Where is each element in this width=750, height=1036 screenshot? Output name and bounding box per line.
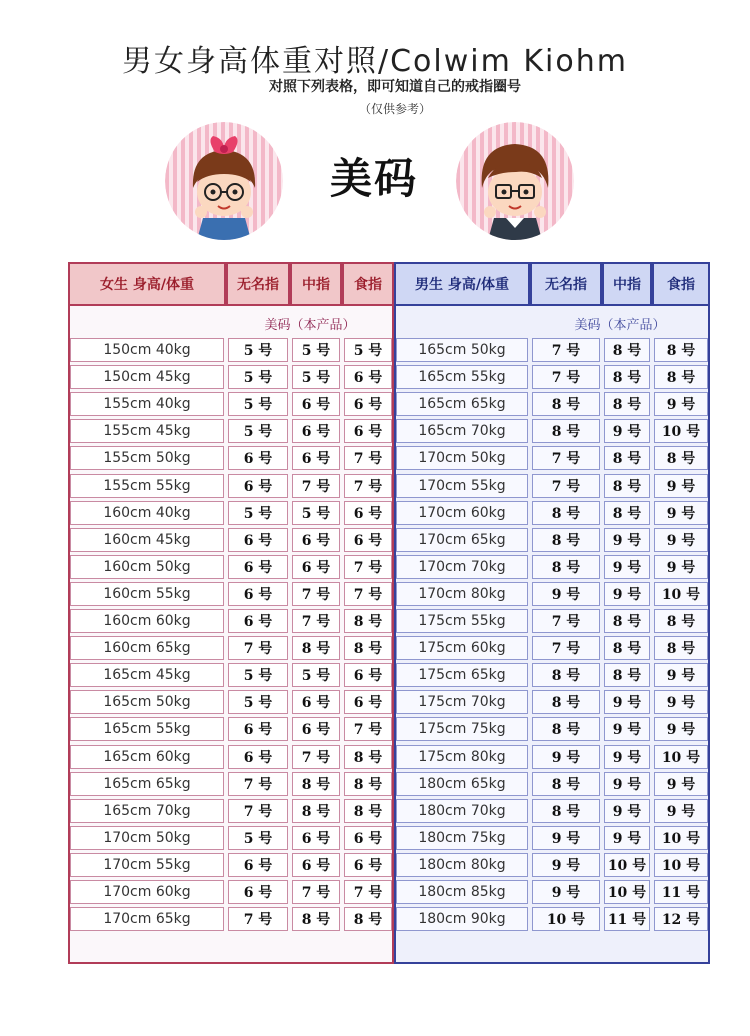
women-ring-size-cell: 8 号: [344, 636, 392, 660]
men-ring-size-cell: 9 号: [654, 474, 708, 498]
men-ring-size-cell: 8 号: [532, 419, 600, 443]
women-ring-size-cell: 6 号: [228, 474, 288, 498]
men-ring-size-cell: 8 号: [532, 555, 600, 579]
men-subheader: 美码（本产品）: [574, 317, 666, 333]
women-height-weight-cell: 170cm 50kg: [70, 826, 224, 850]
women-height-weight-cell: 155cm 50kg: [70, 446, 224, 470]
men-ring-size-cell: 9 号: [654, 690, 708, 714]
women-height-weight-cell: 165cm 70kg: [70, 799, 224, 823]
men-ring-size-cell: 8 号: [604, 338, 650, 362]
women-ring-size-cell: 7 号: [344, 555, 392, 579]
men-header-cell: 食指: [652, 262, 710, 306]
women-ring-size-cell: 5 号: [344, 338, 392, 362]
men-ring-size-cell: 9 号: [532, 880, 600, 904]
women-ring-size-cell: 5 号: [292, 338, 340, 362]
men-ring-size-cell: 7 号: [532, 365, 600, 389]
men-ring-size-cell: 8 号: [532, 690, 600, 714]
men-ring-size-cell: 8 号: [604, 446, 650, 470]
men-height-weight-cell: 175cm 70kg: [396, 690, 528, 714]
men-ring-size-cell: 9 号: [654, 663, 708, 687]
men-ring-size-cell: 8 号: [532, 528, 600, 552]
men-ring-size-cell: 11 号: [604, 907, 650, 931]
women-ring-size-cell: 6 号: [344, 392, 392, 416]
men-height-weight-cell: 180cm 65kg: [396, 772, 528, 796]
men-ring-size-cell: 9 号: [654, 772, 708, 796]
men-ring-size-cell: 9 号: [604, 555, 650, 579]
men-header-cell: 男生 身高/体重: [394, 262, 530, 306]
women-ring-size-cell: 6 号: [292, 690, 340, 714]
men-ring-size-cell: 9 号: [604, 690, 650, 714]
men-ring-size-cell: 9 号: [604, 419, 650, 443]
women-ring-size-cell: 8 号: [292, 772, 340, 796]
women-ring-size-cell: 7 号: [292, 880, 340, 904]
women-ring-size-cell: 5 号: [228, 392, 288, 416]
boy-avatar-icon: [456, 122, 574, 240]
women-ring-size-cell: 6 号: [292, 392, 340, 416]
women-ring-size-cell: 6 号: [292, 528, 340, 552]
men-ring-size-cell: 9 号: [654, 717, 708, 741]
men-ring-size-cell: 9 号: [654, 501, 708, 525]
women-header-cell: 食指: [342, 262, 394, 306]
women-ring-size-cell: 6 号: [228, 880, 288, 904]
men-ring-size-cell: 10 号: [654, 582, 708, 606]
women-height-weight-cell: 170cm 60kg: [70, 880, 224, 904]
men-ring-size-cell: 9 号: [604, 799, 650, 823]
women-subheader: 美码（本产品）: [264, 317, 356, 333]
women-header-cell: 中指: [290, 262, 342, 306]
women-ring-size-cell: 7 号: [228, 772, 288, 796]
women-ring-size-cell: 6 号: [344, 853, 392, 877]
men-header-cell: 中指: [602, 262, 652, 306]
women-ring-size-cell: 5 号: [228, 501, 288, 525]
women-ring-size-cell: 6 号: [228, 555, 288, 579]
women-ring-size-cell: 7 号: [292, 745, 340, 769]
women-ring-size-cell: 6 号: [292, 826, 340, 850]
men-ring-size-cell: 9 号: [532, 582, 600, 606]
men-ring-size-cell: 8 号: [604, 609, 650, 633]
women-ring-size-cell: 5 号: [228, 826, 288, 850]
men-ring-size-cell: 9 号: [654, 799, 708, 823]
women-height-weight-cell: 170cm 55kg: [70, 853, 224, 877]
men-height-weight-cell: 170cm 70kg: [396, 555, 528, 579]
women-height-weight-cell: 150cm 40kg: [70, 338, 224, 362]
women-height-weight-cell: 165cm 45kg: [70, 663, 224, 687]
women-ring-size-cell: 8 号: [344, 745, 392, 769]
women-ring-size-cell: 7 号: [292, 609, 340, 633]
women-height-weight-cell: 165cm 65kg: [70, 772, 224, 796]
men-ring-size-cell: 8 号: [532, 772, 600, 796]
women-ring-size-cell: 6 号: [228, 745, 288, 769]
men-height-weight-cell: 180cm 70kg: [396, 799, 528, 823]
men-height-weight-cell: 170cm 80kg: [396, 582, 528, 606]
men-ring-size-cell: 8 号: [604, 474, 650, 498]
women-ring-size-cell: 6 号: [344, 501, 392, 525]
women-ring-size-cell: 8 号: [344, 772, 392, 796]
men-ring-size-cell: 9 号: [532, 826, 600, 850]
men-ring-size-cell: 9 号: [604, 745, 650, 769]
women-ring-size-cell: 6 号: [344, 528, 392, 552]
women-height-weight-cell: 155cm 40kg: [70, 392, 224, 416]
men-ring-size-cell: 9 号: [604, 772, 650, 796]
men-ring-size-cell: 9 号: [532, 853, 600, 877]
women-ring-size-cell: 6 号: [344, 663, 392, 687]
women-ring-size-cell: 7 号: [344, 446, 392, 470]
men-height-weight-cell: 170cm 65kg: [396, 528, 528, 552]
women-height-weight-cell: 165cm 50kg: [70, 690, 224, 714]
men-header-cell: 无名指: [530, 262, 602, 306]
page-subtitle: 对照下列表格，即可知道自己的戒指圈号: [269, 79, 521, 95]
women-ring-size-cell: 8 号: [344, 799, 392, 823]
women-ring-size-cell: 6 号: [292, 853, 340, 877]
men-height-weight-cell: 175cm 60kg: [396, 636, 528, 660]
women-ring-size-cell: 6 号: [344, 419, 392, 443]
men-ring-size-cell: 9 号: [654, 528, 708, 552]
women-header-cell: 无名指: [226, 262, 290, 306]
women-ring-size-cell: 7 号: [292, 582, 340, 606]
men-ring-size-cell: 8 号: [654, 446, 708, 470]
men-ring-size-cell: 7 号: [532, 446, 600, 470]
men-ring-size-cell: 10 号: [654, 826, 708, 850]
men-height-weight-cell: 165cm 50kg: [396, 338, 528, 362]
men-ring-size-cell: 8 号: [654, 609, 708, 633]
reference-note: （仅供参考）: [358, 102, 431, 116]
women-ring-size-cell: 6 号: [228, 582, 288, 606]
men-ring-size-cell: 8 号: [654, 636, 708, 660]
women-height-weight-cell: 160cm 55kg: [70, 582, 224, 606]
men-ring-size-cell: 9 号: [654, 555, 708, 579]
women-height-weight-cell: 165cm 60kg: [70, 745, 224, 769]
men-ring-size-cell: 9 号: [532, 745, 600, 769]
men-ring-size-cell: 8 号: [654, 365, 708, 389]
men-height-weight-cell: 170cm 55kg: [396, 474, 528, 498]
size-region-label: 美码: [330, 154, 419, 203]
men-height-weight-cell: 165cm 55kg: [396, 365, 528, 389]
men-ring-size-cell: 9 号: [604, 717, 650, 741]
women-ring-size-cell: 5 号: [228, 365, 288, 389]
women-ring-size-cell: 8 号: [292, 907, 340, 931]
men-ring-size-cell: 10 号: [532, 907, 600, 931]
men-ring-size-cell: 8 号: [604, 636, 650, 660]
ring-size-table: [68, 262, 710, 964]
women-ring-size-cell: 6 号: [292, 555, 340, 579]
women-ring-size-cell: 6 号: [344, 690, 392, 714]
women-ring-size-cell: 6 号: [228, 853, 288, 877]
women-ring-size-cell: 7 号: [344, 880, 392, 904]
men-ring-size-cell: 8 号: [532, 799, 600, 823]
women-header-cell: 女生 身高/体重: [68, 262, 226, 306]
women-ring-size-cell: 6 号: [228, 717, 288, 741]
men-height-weight-cell: 175cm 65kg: [396, 663, 528, 687]
men-ring-size-cell: 8 号: [532, 501, 600, 525]
women-ring-size-cell: 6 号: [292, 446, 340, 470]
men-ring-size-cell: 9 号: [604, 826, 650, 850]
women-ring-size-cell: 5 号: [292, 663, 340, 687]
men-ring-size-cell: 8 号: [532, 392, 600, 416]
women-ring-size-cell: 7 号: [228, 636, 288, 660]
women-ring-size-cell: 8 号: [344, 907, 392, 931]
women-ring-size-cell: 7 号: [344, 474, 392, 498]
men-ring-size-cell: 8 号: [604, 501, 650, 525]
women-height-weight-cell: 160cm 45kg: [70, 528, 224, 552]
men-ring-size-cell: 7 号: [532, 636, 600, 660]
men-ring-size-cell: 7 号: [532, 338, 600, 362]
women-ring-size-cell: 6 号: [228, 446, 288, 470]
men-height-weight-cell: 175cm 75kg: [396, 717, 528, 741]
men-ring-size-cell: 8 号: [604, 365, 650, 389]
women-ring-size-cell: 5 号: [228, 690, 288, 714]
men-ring-size-cell: 8 号: [604, 392, 650, 416]
men-height-weight-cell: 170cm 50kg: [396, 446, 528, 470]
men-ring-size-cell: 10 号: [654, 419, 708, 443]
women-ring-size-cell: 5 号: [292, 501, 340, 525]
men-ring-size-cell: 8 号: [532, 663, 600, 687]
men-ring-size-cell: 10 号: [654, 745, 708, 769]
women-ring-size-cell: 5 号: [228, 338, 288, 362]
men-ring-size-cell: 10 号: [654, 853, 708, 877]
men-ring-size-cell: 8 号: [654, 338, 708, 362]
men-height-weight-cell: 180cm 80kg: [396, 853, 528, 877]
men-ring-size-cell: 8 号: [604, 663, 650, 687]
men-ring-size-cell: 9 号: [604, 528, 650, 552]
men-height-weight-cell: 165cm 65kg: [396, 392, 528, 416]
men-height-weight-cell: 175cm 80kg: [396, 745, 528, 769]
men-ring-size-cell: 9 号: [604, 582, 650, 606]
men-ring-size-cell: 10 号: [604, 853, 650, 877]
men-ring-size-cell: 9 号: [654, 392, 708, 416]
women-ring-size-cell: 8 号: [344, 609, 392, 633]
women-height-weight-cell: 160cm 40kg: [70, 501, 224, 525]
women-height-weight-cell: 155cm 55kg: [70, 474, 224, 498]
women-ring-size-cell: 6 号: [344, 365, 392, 389]
men-height-weight-cell: 170cm 60kg: [396, 501, 528, 525]
women-ring-size-cell: 8 号: [292, 636, 340, 660]
women-height-weight-cell: 150cm 45kg: [70, 365, 224, 389]
men-ring-size-cell: 12 号: [654, 907, 708, 931]
men-ring-size-cell: 10 号: [604, 880, 650, 904]
women-ring-size-cell: 6 号: [292, 419, 340, 443]
men-height-weight-cell: 175cm 55kg: [396, 609, 528, 633]
women-ring-size-cell: 6 号: [344, 826, 392, 850]
page-title: 男女身高体重对照/Colwim Kiohm: [122, 44, 628, 79]
women-ring-size-cell: 6 号: [292, 717, 340, 741]
women-ring-size-cell: 7 号: [292, 474, 340, 498]
women-height-weight-cell: 165cm 55kg: [70, 717, 224, 741]
women-height-weight-cell: 170cm 65kg: [70, 907, 224, 931]
men-ring-size-cell: 11 号: [654, 880, 708, 904]
men-height-weight-cell: 180cm 90kg: [396, 907, 528, 931]
men-ring-size-cell: 7 号: [532, 609, 600, 633]
men-ring-size-cell: 7 号: [532, 474, 600, 498]
women-ring-size-cell: 7 号: [344, 717, 392, 741]
women-ring-size-cell: 7 号: [228, 907, 288, 931]
women-ring-size-cell: 7 号: [344, 582, 392, 606]
women-height-weight-cell: 160cm 50kg: [70, 555, 224, 579]
men-height-weight-cell: 180cm 75kg: [396, 826, 528, 850]
men-height-weight-cell: 165cm 70kg: [396, 419, 528, 443]
men-height-weight-cell: 180cm 85kg: [396, 880, 528, 904]
women-ring-size-cell: 8 号: [292, 799, 340, 823]
women-ring-size-cell: 6 号: [228, 528, 288, 552]
women-ring-size-cell: 5 号: [228, 663, 288, 687]
women-height-weight-cell: 160cm 65kg: [70, 636, 224, 660]
women-ring-size-cell: 7 号: [228, 799, 288, 823]
women-height-weight-cell: 155cm 45kg: [70, 419, 224, 443]
women-height-weight-cell: 160cm 60kg: [70, 609, 224, 633]
women-ring-size-cell: 6 号: [228, 609, 288, 633]
girl-avatar-icon: [165, 122, 283, 240]
women-ring-size-cell: 5 号: [228, 419, 288, 443]
men-ring-size-cell: 8 号: [532, 717, 600, 741]
women-ring-size-cell: 5 号: [292, 365, 340, 389]
